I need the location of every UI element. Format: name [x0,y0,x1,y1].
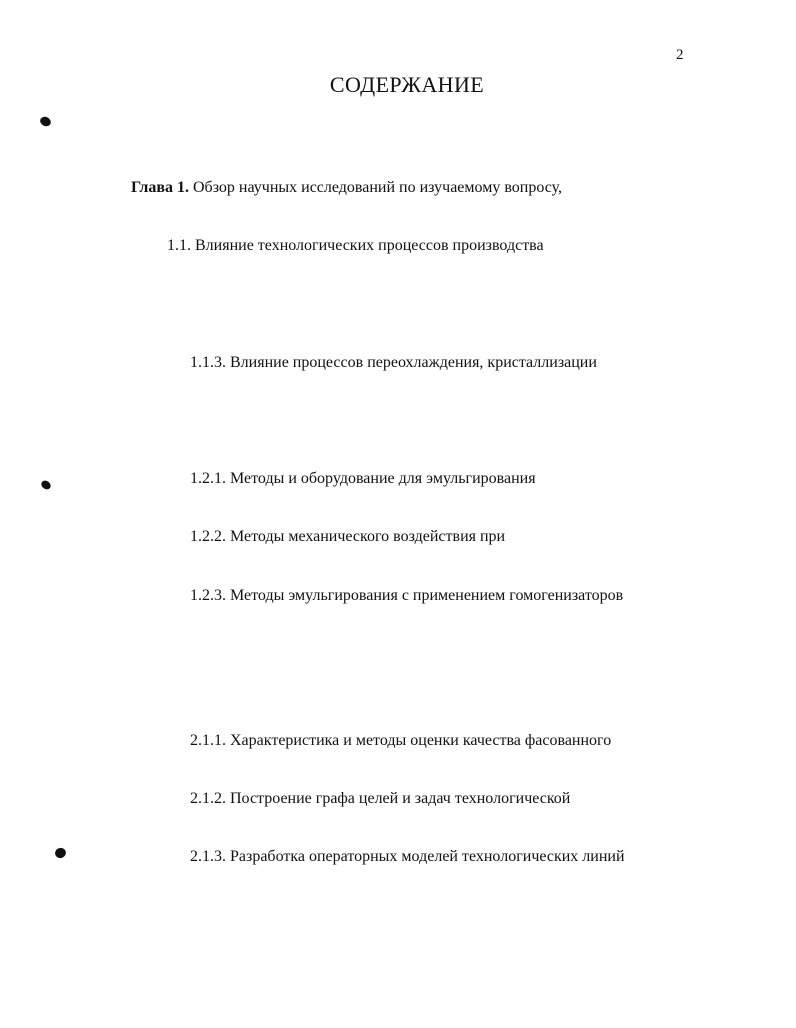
toc-entry [190,469,690,489]
toc-entry [167,236,687,256]
toc-entry-text: 1.2.1. Методы и оборудование для эмульгирования [190,470,536,487]
toc-entry-text: 1.2.2. Методы механического воздействия при [190,528,506,545]
toc-entry [190,353,690,373]
toc-entry [190,789,690,809]
scan-speck [39,115,53,128]
page-number: 2 [676,47,684,63]
toc-entry [190,847,690,867]
scan-speck [40,479,53,491]
scan-speck [54,846,68,859]
toc-entry [190,731,690,751]
page-title: СОДЕРЖАНИЕ [329,72,485,97]
toc-entry-text: 2.1.2. Построение графа целей и задач технологической [190,790,571,807]
toc-entry-text: 1.1.3. Влияние процессов переохлаждения, кристаллизации [190,354,597,371]
toc-entry [190,586,690,606]
toc-entry [190,527,690,547]
toc-entry-text: 1.2.3. Методы эмульгирования с применением гомогенизаторов [190,587,624,604]
toc-entry-text: 2.1.3. Разработка операторных моделей технологических линий [190,848,625,865]
toc-entry [131,178,691,198]
toc-entry-text: 1.1. Влияние технологических процессов производства [167,237,544,254]
toc-entry-text: 2.1.1. Характеристика и методы оценки качества фасованного [190,732,612,749]
toc-entry-text: Обзор научных исследований по изучаемому вопросу, [189,179,563,196]
toc-chapter-label: Глава 1. [131,179,189,196]
